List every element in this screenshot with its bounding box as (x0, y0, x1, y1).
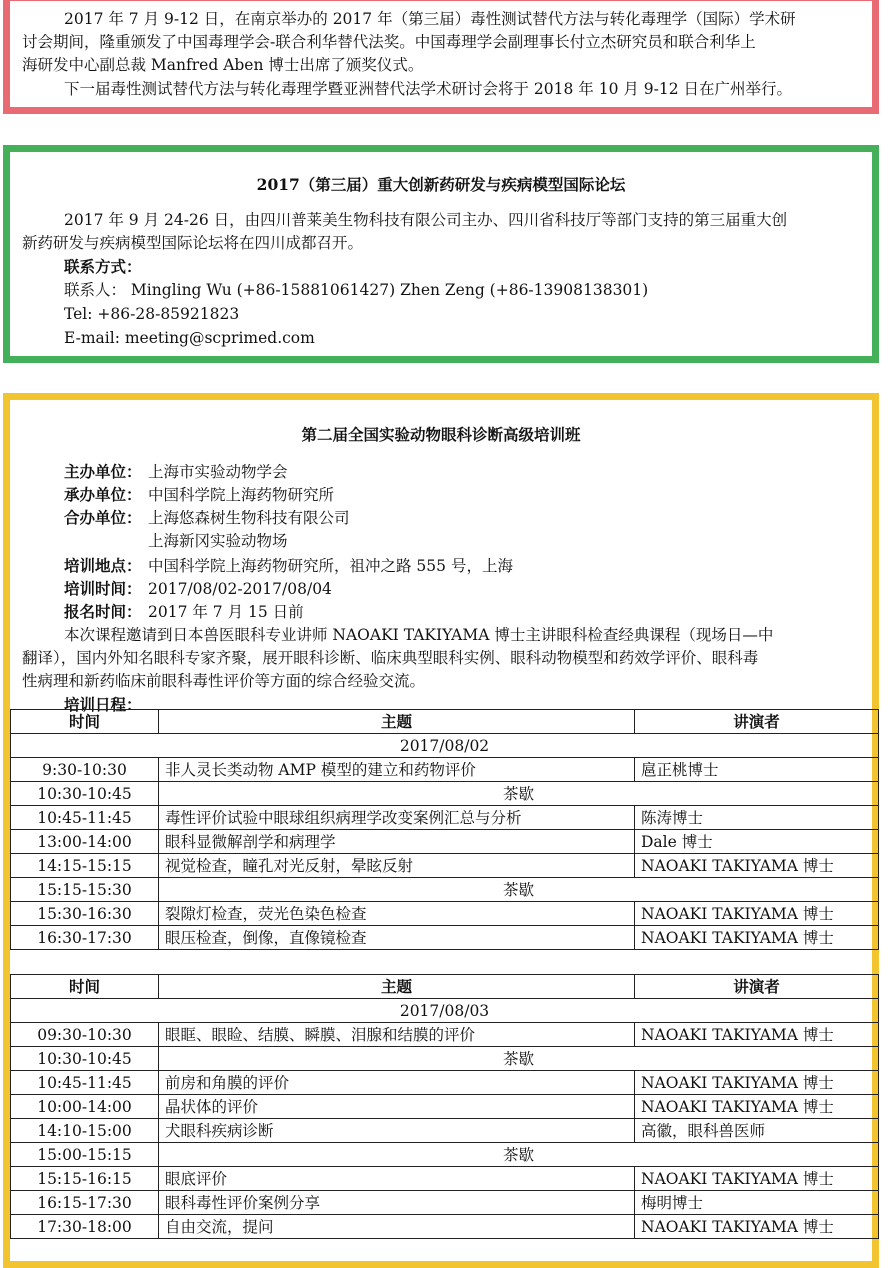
speaker-cell: 高徽，眼科兽医师 (635, 1119, 879, 1143)
topic-cell: 眼底评价 (159, 1167, 635, 1191)
coorganizer-value: 上海悠森树生物科技有限公司 (148, 509, 350, 527)
table-row (11, 1047, 879, 1071)
time-cell: 10:30-10:45 (11, 1047, 159, 1071)
time-cell: 15:15-16:15 (11, 1167, 159, 1191)
schedule-table-day2 (10, 974, 879, 1239)
speaker-cell: NAOAKI TAKIYAMA 博士 (635, 1095, 879, 1119)
speaker-cell: NAOAKI TAKIYAMA 博士 (635, 926, 879, 950)
speaker-cell: NAOAKI TAKIYAMA 博士 (635, 1023, 879, 1047)
time-cell: 10:00-14:00 (11, 1095, 159, 1119)
coorganizer-label: 合办单位： (64, 508, 142, 527)
date-cell: 2017/08/02 (11, 734, 879, 758)
forum-paragraph-line: 2017 年 9 月 24-26 日，由四川普莱美生物科技有限公司主办、四川省科技厅等部门支持的第三届重大创 (64, 211, 788, 229)
table-row (11, 1191, 879, 1215)
topic-cell: 自由交流，提问 (159, 1215, 635, 1239)
topic-cell: 犬眼科疾病诊断 (159, 1119, 635, 1143)
time-cell: 10:45-11:45 (11, 806, 159, 830)
contact-person: 联系人： Mingling Wu (+86-15881061427) Zhen Zeng (+86-13908138301) (64, 281, 649, 299)
table-row (11, 758, 879, 782)
intro-line: 性病理和新药临床前眼科毒性评价等方面的综合经验交流。 (22, 672, 426, 690)
speaker-cell: NAOAKI TAKIYAMA 博士 (635, 1071, 879, 1095)
topic-cell: 前房和角膜的评价 (159, 1071, 635, 1095)
speaker-cell: 梅明博士 (635, 1191, 879, 1215)
organizer-label: 承办单位： (64, 485, 142, 504)
forum-paragraph-line: 新药研发与疾病模型国际论坛将在四川成都召开。 (22, 234, 364, 252)
host-label: 主办单位： (64, 462, 142, 481)
table-row (11, 782, 879, 806)
header-topic: 主题 (159, 975, 635, 999)
topic-cell: 眼眶、眼睑、结膜、瞬膜、泪腺和结膜的评价 (159, 1023, 635, 1047)
topic-cell: 晶状体的评价 (159, 1095, 635, 1119)
table-row (11, 902, 879, 926)
forum-title: 2017（第三届）重大创新药研发与疾病模型国际论坛 (256, 175, 626, 194)
header-topic: 主题 (159, 710, 635, 734)
time-cell: 14:15-15:15 (11, 854, 159, 878)
table-row (11, 1071, 879, 1095)
coorganizer-value: 上海新冈实验动物场 (148, 532, 288, 550)
header-speaker: 讲演者 (635, 710, 879, 734)
table-row (11, 1023, 879, 1047)
venue-value: 中国科学院上海药物研究所，祖冲之路 555 号，上海 (148, 557, 513, 575)
speaker-cell: NAOAKI TAKIYAMA 博士 (635, 902, 879, 926)
award-paragraph-line: 2017 年 7 月 9-12 日，在南京举办的 2017 年（第三届）毒性测试替代方法与转化毒理学（国际）学术研 (64, 10, 796, 28)
speaker-cell: 陈涛博士 (635, 806, 879, 830)
host-value: 上海市实验动物学会 (148, 463, 288, 481)
table-header-row (11, 710, 879, 734)
time-cell: 15:15-15:30 (11, 878, 159, 902)
speaker-cell: Dale 博士 (635, 830, 879, 854)
header-time: 时间 (11, 710, 159, 734)
registration-label: 报名时间： (64, 602, 142, 621)
schedule-label: 培训日程： (64, 695, 142, 714)
forum-inner (10, 152, 872, 356)
award-paragraph-line: 讨会期间，隆重颁发了中国毒理学会-联合利华替代法奖。中国毒理学会副理事长付立杰研究员和联合利华上 (22, 33, 756, 51)
table-row (11, 1095, 879, 1119)
time-cell: 16:30-17:30 (11, 926, 159, 950)
time-cell: 13:00-14:00 (11, 830, 159, 854)
topic-cell: 非人灵长类动物 AMP 模型的建立和药物评价 (159, 758, 635, 782)
forum-box (3, 145, 879, 363)
time-cell: 15:00-15:15 (11, 1143, 159, 1167)
organizer-value: 中国科学院上海药物研究所 (148, 486, 335, 504)
topic-cell: 裂隙灯检查，荧光色染色检查 (159, 902, 635, 926)
speaker-cell: NAOAKI TAKIYAMA 博士 (635, 1215, 879, 1239)
header-speaker: 讲演者 (635, 975, 879, 999)
topic-cell: 视觉检查，瞳孔对光反射，晕眩反射 (159, 854, 635, 878)
break-cell: 茶歇 (159, 1047, 879, 1071)
intro-line: 本次课程邀请到日本兽医眼科专业讲师 NAOAKI TAKIYAMA 博士主讲眼科检查经典课程（现场日—中 (64, 626, 774, 644)
table-row (11, 1119, 879, 1143)
time-cell: 16:15-17:30 (11, 1191, 159, 1215)
topic-cell: 眼科毒性评价案例分享 (159, 1191, 635, 1215)
header-time: 时间 (11, 975, 159, 999)
table-row (11, 1167, 879, 1191)
schedule-table-day1 (10, 709, 879, 950)
table-header-row (11, 975, 879, 999)
venue-label: 培训地点： (64, 556, 142, 575)
contact-email: E-mail: meeting@scprimed.com (64, 329, 315, 347)
contact-tel: Tel: +86-28-85921823 (64, 305, 240, 323)
date-row (11, 734, 879, 758)
award-paragraph-line: 海研发中心副总裁 Manfred Aben 博士出席了颁奖仪式。 (22, 56, 424, 74)
table-row (11, 878, 879, 902)
registration-value: 2017 年 7 月 15 日前 (148, 603, 304, 621)
training-title: 第二届全国实验动物眼科诊断高级培训班 (301, 425, 581, 444)
contact-heading: 联系方式： (64, 257, 142, 276)
next-meeting-line: 下一届毒性测试替代方法与转化毒理学暨亚洲替代法学术研讨会将于 2018 年 10 月 9-12 日在广州举行。 (64, 80, 793, 98)
date-cell: 2017/08/03 (11, 999, 879, 1023)
award-notice-inner (10, 1, 872, 107)
table-row (11, 1143, 879, 1167)
award-notice-box (3, 0, 879, 114)
time-cell: 10:30-10:45 (11, 782, 159, 806)
table-row (11, 1215, 879, 1239)
table-row (11, 926, 879, 950)
table-row (11, 854, 879, 878)
break-cell: 茶歇 (159, 1143, 879, 1167)
time-cell: 17:30-18:00 (11, 1215, 159, 1239)
speaker-cell: 扈正桃博士 (635, 758, 879, 782)
topic-cell: 眼科显微解剖学和病理学 (159, 830, 635, 854)
topic-cell: 毒性评价试验中眼球组织病理学改变案例汇总与分析 (159, 806, 635, 830)
time-cell: 9:30-10:30 (11, 758, 159, 782)
table-row (11, 806, 879, 830)
time-value: 2017/08/02-2017/08/04 (148, 580, 332, 598)
time-cell: 14:10-15:00 (11, 1119, 159, 1143)
table-row (11, 830, 879, 854)
time-label: 培训时间： (64, 579, 142, 598)
break-cell: 茶歇 (159, 782, 879, 806)
intro-line: 翻译），国内外知名眼科专家齐聚，展开眼科诊断、临床典型眼科实例、眼科动物模型和药效学评价、眼科毒 (22, 649, 759, 667)
break-cell: 茶歇 (159, 878, 879, 902)
topic-cell: 眼压检查，倒像，直像镜检查 (159, 926, 635, 950)
speaker-cell: NAOAKI TAKIYAMA 博士 (635, 1167, 879, 1191)
date-row (11, 999, 879, 1023)
time-cell: 10:45-11:45 (11, 1071, 159, 1095)
time-cell: 15:30-16:30 (11, 902, 159, 926)
speaker-cell: NAOAKI TAKIYAMA 博士 (635, 854, 879, 878)
time-cell: 09:30-10:30 (11, 1023, 159, 1047)
